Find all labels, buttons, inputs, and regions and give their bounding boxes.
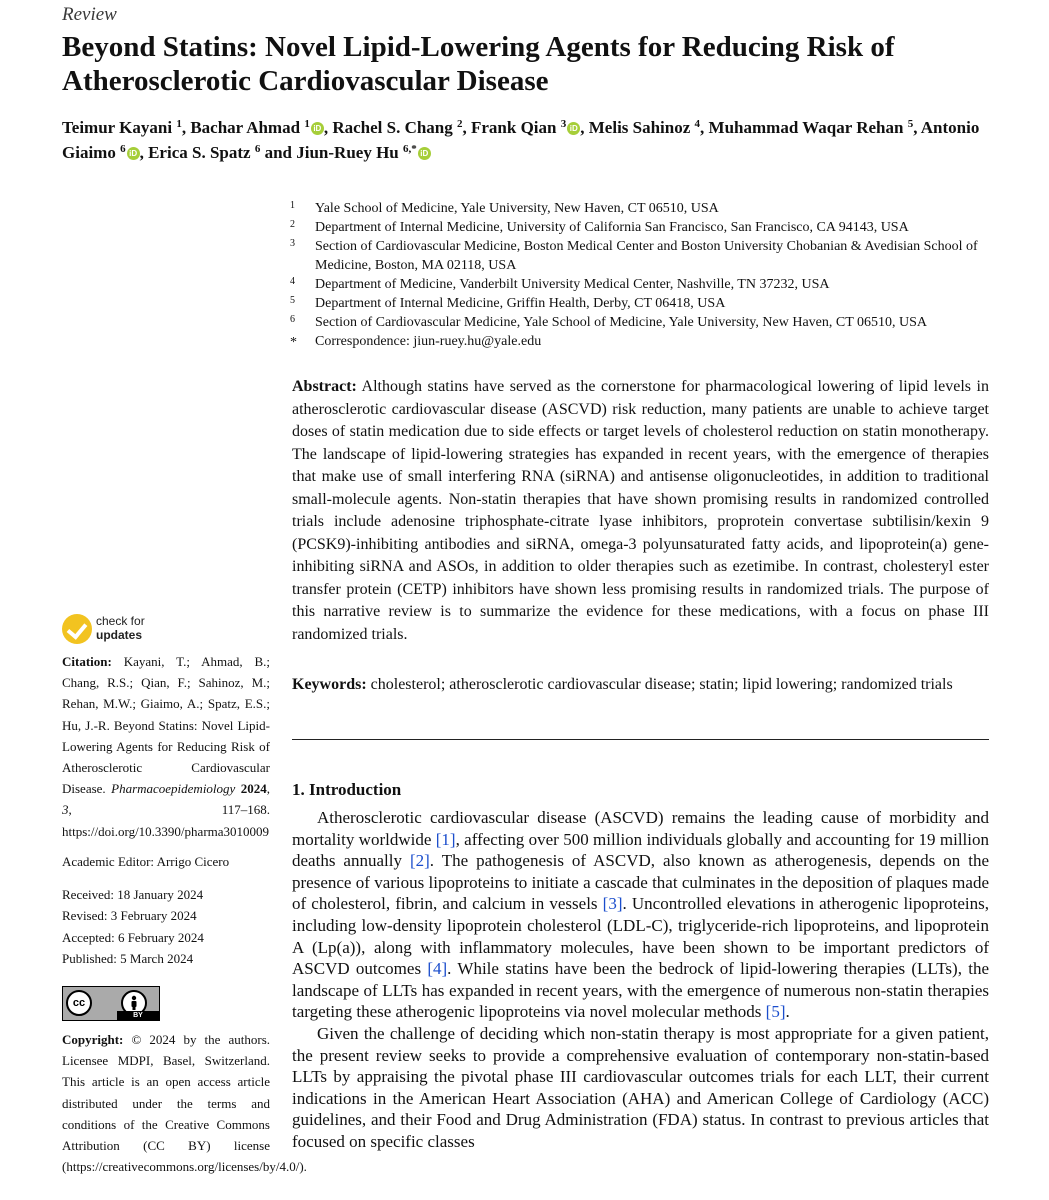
author-name: Frank Qian	[471, 118, 557, 137]
check-badge-line2: updates	[96, 628, 143, 642]
author-affiliation-marker: 1	[176, 118, 182, 130]
affiliation-item	[290, 313, 1010, 332]
affiliation-item	[290, 199, 1010, 218]
section-divider	[292, 739, 989, 740]
intro-paragraph-1	[292, 807, 989, 1023]
author-separator: ,	[700, 118, 709, 137]
reference-link[interactable]: [3]	[602, 894, 623, 914]
author-separator: and	[260, 143, 297, 162]
copyright-block	[62, 1029, 307, 1177]
affiliation-text: Section of Cardiovascular Medicine, Boston Medical Center and Boston University Chobanian & Avedisian School of Medicine, Boston, MA 02118, USA	[315, 239, 978, 273]
reference-link[interactable]: [4]	[427, 959, 448, 979]
date-published: Published: 5 March 2024	[62, 950, 194, 966]
affiliation-number: *	[290, 335, 297, 350]
author-name: Teimur Kayani	[62, 118, 173, 137]
affiliation-number: 2	[290, 219, 295, 230]
paragraph-text: . Uncontrolled elevations in atherogenic lipoproteins, including low-density lipoprotein cholesterol (LDL-C), triglyceride-rich lipoproteins, and lipoprotein A (Lp(a)), along with inflammatory molecules, have been shown to be important predictors of ASCVD outcomes	[292, 894, 989, 979]
paragraph-text: . The pathogenesis of ASCVD, also known as atherogenesis, depends on the presence of various lipoproteins to initiate a cascade that culminates in the deposition of plaques made of cholesterol, fibrin, and calcium in vessels	[292, 851, 990, 914]
copyright-label: Copyright:	[62, 1032, 124, 1047]
affiliation-text: Department of Internal Medicine, Griffin Health, Derby, CT 06418, USA	[315, 296, 726, 311]
affiliation-item	[290, 294, 1010, 313]
author-name: Rachel S. Chang	[332, 118, 453, 137]
affiliations	[290, 199, 1010, 351]
paragraph-text: Atherosclerotic cardiovascular disease (ASCVD) remains the leading cause of morbidity and mortality worldwide	[292, 808, 989, 849]
section-heading-introduction: 1. Introduction	[292, 780, 402, 799]
check-badge-line1: check for	[96, 614, 145, 628]
keywords	[292, 674, 989, 696]
affiliation-text: Section of Cardiovascular Medicine, Yale School of Medicine, Yale University, New Haven, CT 06510, USA	[315, 315, 928, 330]
author-name: Jiun-Ruey Hu	[296, 143, 399, 162]
cc-icon: cc	[66, 990, 92, 1016]
affiliation-number: 4	[290, 276, 295, 287]
author-affiliation-marker: 2	[457, 118, 463, 130]
citation-journal: Pharmacoepidemiology	[111, 781, 236, 797]
author-name: Erica S. Spatz	[148, 143, 251, 162]
copyright-text: © 2024 by the authors. Licensee MDPI, Basel, Switzerland. This article is an open access article distributed under the terms and conditions of the Creative Commons Attribution (CC BY) license (https://creativecommons.org/licenses/by/4.0/).	[62, 1032, 307, 1175]
author-affiliation-marker: 6,*	[403, 143, 417, 155]
author-name: Muhammad Waqar Rehan	[708, 118, 904, 137]
date-revised: Revised: 3 February 2024	[62, 908, 197, 924]
check-icon	[62, 614, 92, 644]
citation-year: 2024	[240, 781, 267, 797]
abstract-text: Although statins have served as the cornerstone for pharmacological lowering of lipid levels in atherosclerotic cardiovascular disease (ASCVD) risk reduction, many patients are unable to achieve target doses of statin medication due to side effects or target levels of cholesterol reduction on statin monotherapy. The landscape of lipid-lowering strategies has expanded in recent years, with the emergence of therapies that make use of small interfering RNA (siRNA) and antisense oligonucleotides, in addition to traditional small-molecule agents. Non-statin therapies that have shown promising results in randomized controlled trials include adenosine triphosphate-citrate lyase inhibitors, proprotein convertase subtilisin/kexin 9 (PCSK9)-inhibiting antibodies and siRNA, omega-3 polyunsaturated fatty acids, and lipoprotein(a) gene-inhibiting siRNA and ASOs, in addition to older therapies such as ezetimibe. In contrast, cholesteryl ester transfer protein (CETP) inhibitors have shown less promising results in randomized trials. The purpose of this narrative review is to summarize the evidence for these medications, with a focus on phase III randomized trials.	[292, 378, 989, 643]
author-separator: ,	[181, 118, 191, 137]
author-separator: ,	[323, 118, 333, 137]
keywords-label: Keywords:	[292, 676, 367, 693]
orcid-icon[interactable]: iD	[567, 122, 580, 135]
affiliation-item	[290, 218, 1010, 237]
author-name: Melis Sahinoz	[588, 118, 691, 137]
author-affiliation-marker: 6	[254, 143, 261, 155]
keywords-text: cholesterol; atherosclerotic cardiovascular disease; statin; lipid lowering; randomized trials	[370, 676, 953, 693]
author-affiliation-marker: 3	[560, 118, 567, 130]
cc-by-label: BY	[117, 1011, 159, 1020]
reference-link[interactable]: [2]	[409, 851, 430, 871]
check-for-updates-badge[interactable]	[62, 614, 172, 648]
citation-pages-doi[interactable]: , 117–168. https://doi.org/10.3390/pharma3010009	[62, 802, 270, 839]
date-accepted: Accepted: 6 February 2024	[62, 929, 204, 945]
paragraph-text: . While statins have been the bedrock of lipid-lowering therapies (LLTs), the landscape of LLTs has expanded in recent years, with the emergence of numerous non-statin therapies targeting these atherogenic lipoproteins via novel molecular methods	[292, 959, 989, 1022]
orcid-icon[interactable]: iD	[418, 147, 431, 160]
affiliation-number: 6	[290, 314, 295, 325]
author-separator: ,	[913, 118, 921, 137]
article-type-label: Review	[62, 4, 117, 25]
abstract-label: Abstract:	[292, 378, 357, 395]
author-affiliation-marker: 1	[304, 118, 310, 130]
author-separator: ,	[580, 118, 589, 137]
author-separator: ,	[139, 143, 149, 162]
affiliation-number: 1	[290, 200, 295, 211]
affiliation-text: Department of Medicine, Vanderbilt University Medical Center, Nashville, TN 37232, USA	[315, 277, 830, 292]
author-separator: ,	[462, 118, 471, 137]
intro-paragraph-2: Given the challenge of deciding which non-statin therapy is most appropriate for a given patient, the present review seeks to provide a comprehensive evaluation of contemporary non-statin-based LLTs by appraising the pivotal phase III cardiovascular outcomes trials for each LLT, their current indications in the American Heart Association (AHA) and American College of Cardiology (ACC) guidelines, and their Food and Drug Administration (FDA) status. In contrast to previous articles that focused on specific classes	[292, 1023, 989, 1151]
orcid-icon[interactable]: iD	[127, 147, 140, 160]
author-affiliation-marker: 5	[907, 118, 914, 130]
reference-link[interactable]: [5]	[765, 1002, 786, 1022]
affiliation-text: Department of Internal Medicine, University of California San Francisco, San Francisco, CA 94143, USA	[315, 220, 909, 235]
citation-label: Citation:	[62, 654, 112, 669]
publication-dates	[62, 884, 270, 969]
affiliation-text: Yale School of Medicine, Yale University, New Haven, CT 06510, USA	[315, 201, 719, 216]
date-received: Received: 18 January 2024	[62, 887, 204, 902]
introduction-body	[292, 807, 989, 1153]
affiliation-item	[290, 237, 1010, 275]
author-affiliation-marker: 6	[120, 143, 126, 155]
reference-link[interactable]: [1]	[435, 829, 456, 849]
author-name: Bachar Ahmad	[190, 118, 301, 137]
affiliation-item	[290, 332, 1010, 351]
abstract	[292, 376, 989, 646]
cc-by-license-badge[interactable]	[62, 986, 160, 1021]
author-list	[62, 115, 1022, 165]
citation-volume: 3	[62, 802, 69, 818]
citation-text: Kayani, T.; Ahmad, B.; Chang, R.S.; Qian, F.; Sahinoz, M.; Rehan, M.W.; Giaimo, A.; Spatz, E.S.; Hu, J.-R. Beyond Statins: Novel Lipid-Lowering Agents for Reducing Risk of Atherosclerotic Cardiovascular Disease.	[62, 654, 270, 797]
paragraph-text: .	[785, 1002, 790, 1022]
article-title: Beyond Statins: Novel Lipid-Lowering Agents for Reducing Risk of Atherosclerotic Cardiovascular Disease	[62, 31, 895, 97]
affiliation-item	[290, 275, 1010, 294]
academic-editor: Academic Editor: Arrigo Cicero	[62, 854, 230, 869]
citation-block: Citation: Kayani, T.; Ahmad, B.; Chang, R.S.; Qian, F.; Sahinoz, M.; Rehan, M.W.; Giaimo, A.; Spatz, E.S.; Hu, J.-R. Beyond Statins: Novel Lipid-Lowering Agents for Reducing Risk of Atherosclerotic Cardiovascular Disease. Pharmacoepidemiology 2024, 3, 117–168. https://doi.org/10.3390/pharma3010009	[62, 654, 271, 839]
author-affiliation-marker: 4	[694, 118, 701, 130]
orcid-icon[interactable]: iD	[311, 122, 324, 135]
author-name: Antonio Giaimo	[62, 118, 980, 162]
affiliation-number: 5	[290, 295, 295, 306]
affiliation-text[interactable]: Correspondence: jiun-ruey.hu@yale.edu	[315, 334, 542, 349]
affiliation-number: 3	[290, 238, 295, 249]
paragraph-text: , affecting over 500 million individuals globally and accounting for 19 million deaths annually	[292, 829, 989, 871]
